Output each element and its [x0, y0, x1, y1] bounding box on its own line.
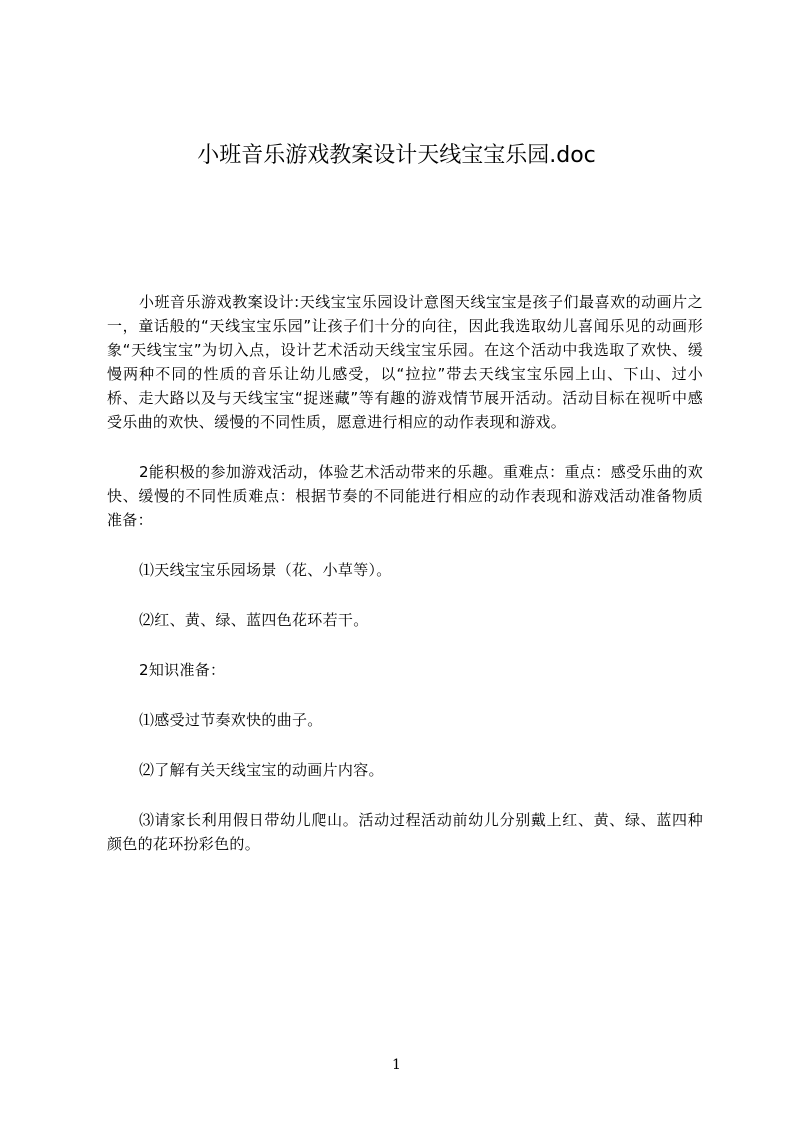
paragraph-knowledge-3: ⑶请家长利用假日带幼儿爬山。活动过程活动前幼儿分别戴上红、黄、绿、蓝四种颜色的花环扮彩色的。: [107, 811, 703, 853]
paragraph-knowledge-heading: 2知识准备：: [139, 661, 226, 679]
paragraph-material-1: ⑴天线宝宝乐园场景（花、小草等）。: [139, 561, 392, 579]
paragraph-material-2: ⑵红、黄、绿、蓝四色花环若干。: [139, 611, 369, 629]
document-title: 小班音乐游戏教案设计天线宝宝乐园.doc: [197, 143, 596, 168]
page-number: 1: [392, 1057, 401, 1073]
paragraph-intro: 小班音乐游戏教案设计:天线宝宝乐园设计意图天线宝宝是孩子们最喜欢的动画片之一，童话般的“天线宝宝乐园”让孩子们十分的向往，因此我选取幼儿喜闻乐见的动画形象“天线宝宝”为切入点，设计艺术活动天线宝宝乐园。在这个活动中我选取了欢快、缓慢两种不同的性质的音乐让幼儿感受，以“拉拉”带去天线宝宝乐园上山、下山、过小桥、走大路以及与天线宝宝“捉迷藏”等有趣的游戏情节展开活动。活动目标在视听中感受乐曲的欢快、缓慢的不同性质，愿意进行相应的动作表现和游戏。: [107, 293, 703, 431]
paragraph-knowledge-1: ⑴感受过节奏欢快的曲子。: [139, 711, 323, 729]
document-body: [107, 290, 703, 856]
paragraph-goals: 2能积极的参加游戏活动，体验艺术活动带来的乐趣。重难点：重点：感受乐曲的欢快、缓慢的不同性质难点：根据节奏的不同能进行相应的动作表现和游戏活动准备物质准备：: [107, 463, 703, 529]
paragraph-knowledge-2: ⑵了解有关天线宝宝的动画片内容。: [139, 761, 384, 779]
